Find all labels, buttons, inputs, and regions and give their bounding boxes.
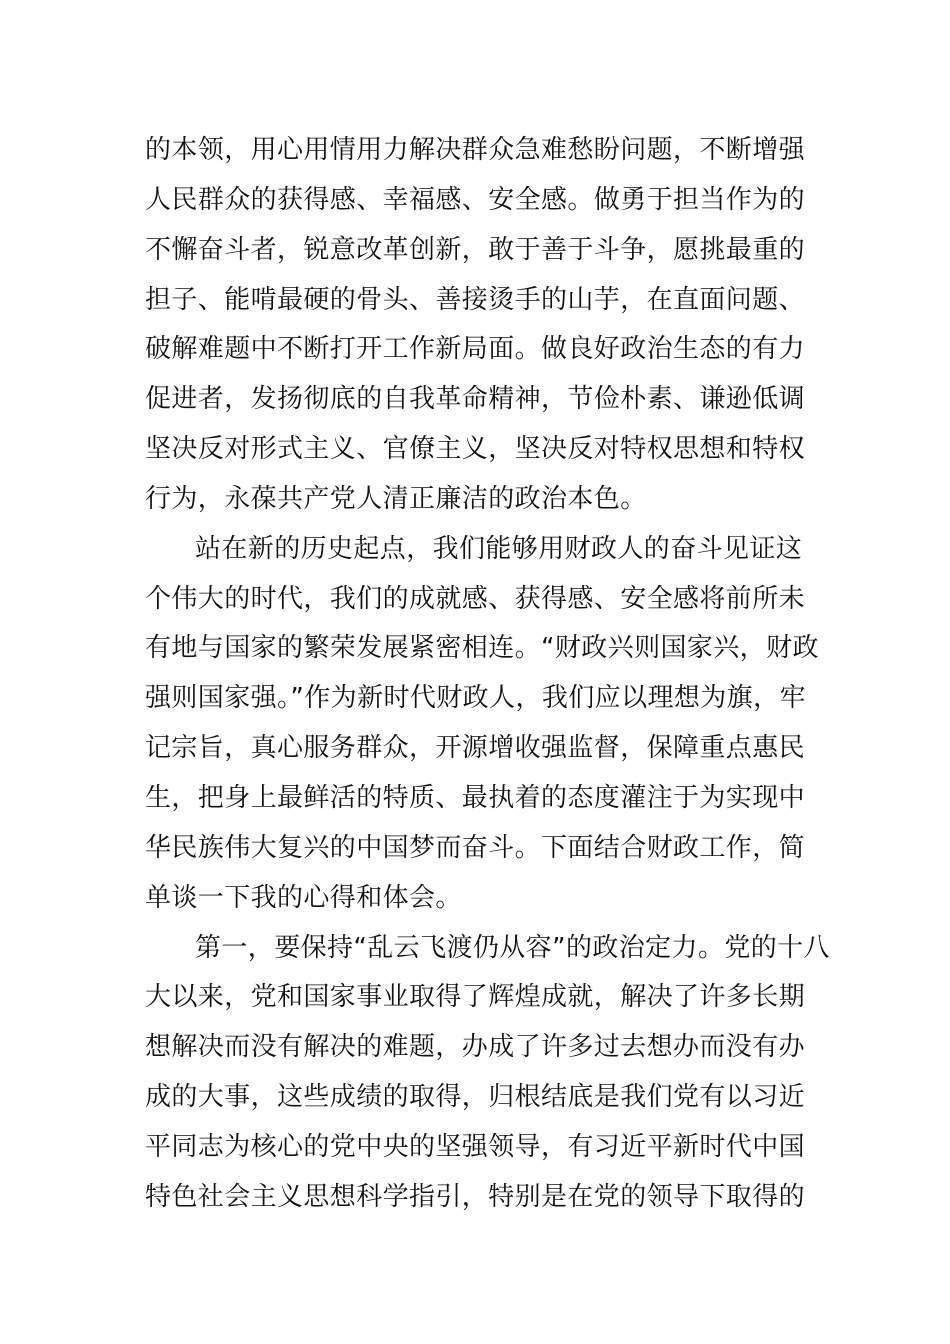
text-line-3: 不懈奋斗者，锐意改革创新，敢于善于斗争，愿挑最重的 bbox=[145, 234, 806, 265]
text-line-4: 担子、能啃最硬的骨头、善接烫手的山芋，在直面问题、 bbox=[145, 284, 806, 315]
text-line-6: 促进者，发扬彻底的自我革命精神，节俭朴素、谦逊低调 bbox=[145, 384, 806, 415]
text-line-10: 个伟大的时代，我们的成就感、获得感、安全感将前所未 bbox=[145, 583, 806, 614]
text-line-13: 记宗旨，真心服务群众，开源增收强监督，保障重点惠民 bbox=[145, 733, 806, 764]
text-line-2: 人民群众的获得感、幸福感、安全感。做勇于担当作为的 bbox=[145, 184, 806, 215]
text-line-12: 强则国家强。”作为新时代财政人，我们应以理想为旗，牢 bbox=[145, 683, 806, 714]
body-text bbox=[145, 126, 830, 1223]
text-line-22: 特色社会主义思想科学指引，特别是在党的领导下取得的 bbox=[145, 1181, 806, 1212]
text-line-20: 成的大事，这些成绩的取得，归根结底是我们党有以习近 bbox=[145, 1082, 806, 1113]
text-line-17: 第一，要保持“乱云飞渡仍从容”的政治定力。党的十八 bbox=[195, 932, 830, 963]
text-line-7: 坚决反对形式主义、官僚主义，坚决反对特权思想和特权 bbox=[145, 434, 806, 465]
text-line-14: 生，把身上最鲜活的特质、最执着的态度灌注于为实现中 bbox=[145, 782, 806, 813]
text-line-11: 有地与国家的繁荣发展紧密相连。“财政兴则国家兴，财政 bbox=[145, 633, 819, 664]
text-line-1: 的本领，用心用情用力解决群众急难愁盼问题，不断增强 bbox=[145, 135, 806, 165]
text-line-19: 想解决而没有解决的难题，办成了许多过去想办而没有办 bbox=[145, 1032, 806, 1063]
text-line-8: 行为，永葆共产党人清正廉洁的政治本色。 bbox=[145, 483, 647, 514]
text-line-9: 站在新的历史起点，我们能够用财政人的奋斗见证这 bbox=[195, 533, 803, 564]
text-line-18: 大以来，党和国家事业取得了辉煌成就，解决了许多长期 bbox=[145, 982, 806, 1013]
text-line-15: 华民族伟大复兴的中国梦而奋斗。下面结合财政工作，简 bbox=[145, 832, 806, 863]
text-line-5: 破解难题中不断打开工作新局面。做良好政治生态的有力 bbox=[145, 334, 806, 365]
text-line-16: 单谈一下我的心得和体会。 bbox=[145, 882, 462, 913]
text-line-21: 平同志为核心的党中央的坚强领导，有习近平新时代中国 bbox=[145, 1131, 806, 1162]
